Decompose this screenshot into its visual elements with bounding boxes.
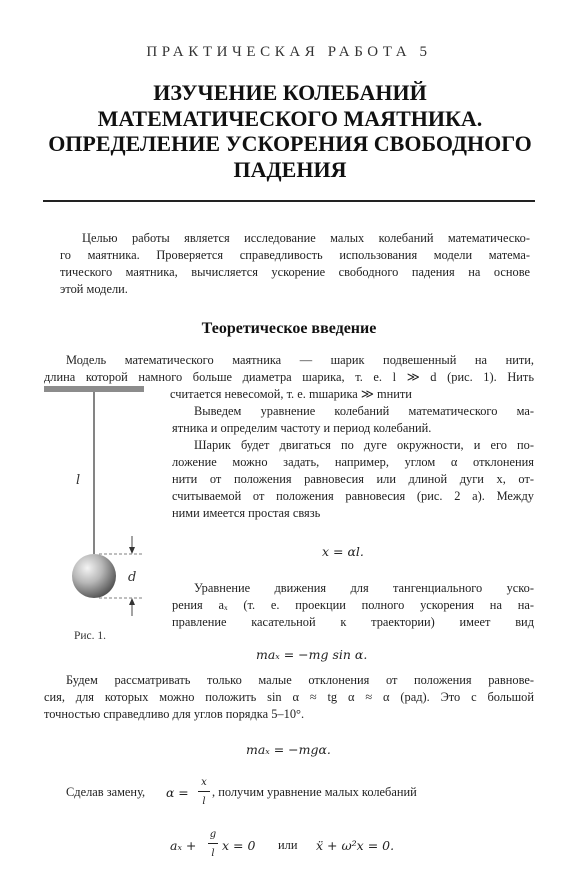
equation-motion: maₓ = −mg sin α. xyxy=(256,647,368,662)
fraction-denominator: l xyxy=(202,796,206,807)
title-divider xyxy=(43,200,535,202)
equation-small-oscillations xyxy=(170,826,430,866)
text-line: точностью справедливо для углов порядка 5–10°. xyxy=(44,707,305,721)
text-line: считываемой от положения равновесия (рис. 2 а). Между xyxy=(172,489,534,503)
title-line: ИЗУЧЕНИЕ КОЛЕБАНИЙ xyxy=(153,80,427,105)
text-line: Шарик будет двигаться по дуге окружности, и его по- xyxy=(194,438,534,452)
title-line: ПАДЕНИЯ xyxy=(233,156,347,182)
text-fragment: Сделав замену, xyxy=(66,785,146,799)
text-line: этой модели. xyxy=(60,282,128,296)
equation-linearized: maₓ = −mgα. xyxy=(246,742,331,757)
text-line: длина которой намного больше диаметра шарика, т. е. l ≫ d (рис. 1). Нить xyxy=(44,370,534,384)
paragraph-substitution xyxy=(66,776,536,812)
text-line: Целью работы является исследование малых колебаний математическо- xyxy=(82,231,530,245)
text-line: ложение можно задать, например, углом α отклонения xyxy=(172,455,534,469)
eq-rest: x = 0 xyxy=(222,838,256,853)
ceiling-bar xyxy=(44,386,144,392)
paragraph-tangential xyxy=(172,580,534,631)
figure-caption: Рис. 1. xyxy=(74,630,107,642)
chapter-title xyxy=(40,80,540,182)
text-line: го маятника. Проверяется справедливость использования модели матема- xyxy=(60,248,530,262)
eq-lhs: aₓ + xyxy=(170,838,197,853)
title-line: ОПРЕДЕЛЕНИЕ УСКОРЕНИЯ СВОБОДНОГО xyxy=(48,131,532,156)
text-line: Выведем уравнение колебаний математического ма- xyxy=(194,404,534,418)
pendulum-ball xyxy=(72,554,116,598)
text-line: считается невесомой, т. е. mшарика ≫ mнити xyxy=(170,387,412,401)
text-line: ними имеется простая связь xyxy=(172,506,321,520)
text-line: Будем рассматривать только малые отклонения от положения равнове- xyxy=(66,673,534,687)
paragraph-derivation xyxy=(172,403,534,522)
fraction-denominator: l xyxy=(211,848,215,859)
pendulum-figure xyxy=(44,386,184,626)
text-line: тического маятника, вычисляется ускорение свободного падения на основе xyxy=(60,265,530,279)
intro-paragraph xyxy=(60,230,530,298)
substitution-lhs: α = xyxy=(166,785,189,800)
fraction-bar xyxy=(198,791,210,792)
length-label: l xyxy=(76,473,81,488)
text-line: нити от положения равновесия или длиной дуги x, от- xyxy=(172,472,534,486)
text-line: сия, для которых можно положить sin α ≈ tg α ≈ α (рад). Это с большой xyxy=(44,690,534,704)
title-line: МАТЕМАТИЧЕСКОГО МАЯТНИКА. xyxy=(97,105,483,131)
text-line: рения aₓ (т. е. проекции полного ускорения на на- xyxy=(172,598,534,612)
eq-alt: ẍ + ω²x = 0. xyxy=(316,838,395,853)
text-line: Уравнение движения для тангенциального уско- xyxy=(194,581,534,595)
equation-arc-length: x = αl. xyxy=(322,544,364,559)
eq-connector: или xyxy=(278,838,298,852)
running-header: ПРАКТИЧЕСКАЯ РАБОТА 5 xyxy=(146,44,432,60)
text-line: ятника и определим частоту и период колебаний. xyxy=(172,421,432,435)
fraction-bar xyxy=(208,843,218,844)
text-line: Модель математического маятника — шарик подвешенный на нити, xyxy=(66,353,534,367)
text-line: правление касательной к траектории) имеет вид xyxy=(172,615,534,629)
section-heading: Теоретическое введение xyxy=(201,320,377,337)
diameter-label: d xyxy=(128,570,137,585)
text-fragment: , получим уравнение малых колебаний xyxy=(212,785,417,799)
fraction-numerator: g xyxy=(209,829,217,840)
paragraph-small-angles xyxy=(44,672,534,723)
fraction-numerator: x xyxy=(201,777,207,788)
